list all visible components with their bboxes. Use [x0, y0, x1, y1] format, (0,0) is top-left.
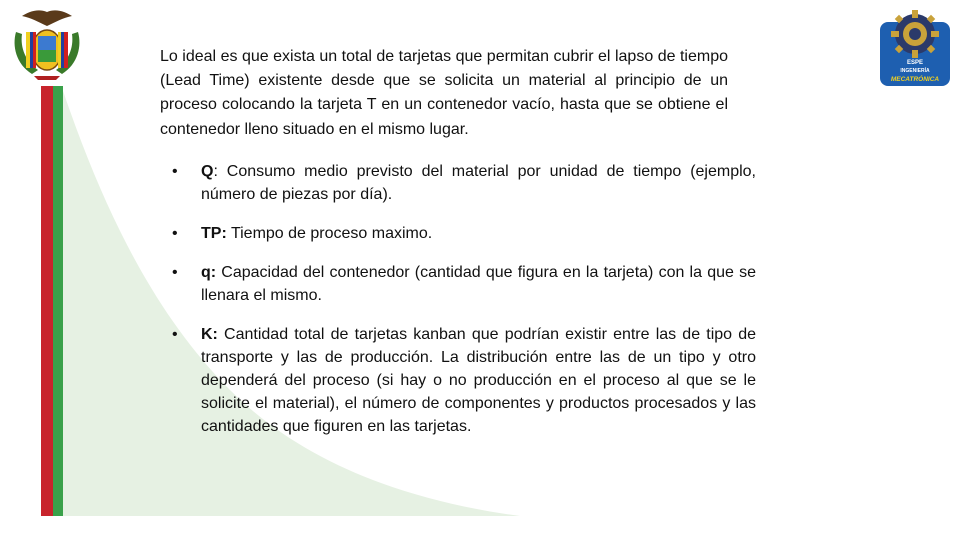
intro-paragraph: Lo ideal es que exista un total de tarjetas que permitan cubrir el lapso de tiempo (Lead Time) existente desde que se solicita un material al principio de un proceso colocando la tarjeta T en un contenedor vacío, hasta que se obtiene el contenedor lleno situado en el mismo lugar. — [160, 48, 728, 138]
green-stripe — [53, 86, 63, 516]
bullet: • — [172, 264, 178, 281]
term-q-lower: q: — [201, 264, 217, 281]
list-item — [172, 160, 756, 206]
coat-of-arms-icon — [8, 6, 86, 82]
definition-text: Capacidad del contenedor (cantidad que figura en la tarjeta) con la que se llenara el mismo. — [201, 264, 756, 304]
term-k: K: — [201, 326, 218, 343]
definitions-list — [172, 160, 756, 438]
list-item — [172, 222, 756, 245]
definition-text: Cantidad total de tarjetas kanban que podrían existir entre las de tipo de transporte y las de producción. La distribución entre las de un tipo y otro dependerá del proceso (si hay o no producción en el proceso al que se le solicite el material), el número de componentes y productos procesados y las cantidades que figuren en las tarjetas. — [201, 326, 756, 435]
badge-line-1: ESPE — [906, 60, 924, 66]
bullet: • — [172, 326, 178, 343]
red-stripe — [41, 86, 53, 516]
gear-badge-icon — [878, 4, 952, 88]
term-tp: TP: — [201, 225, 227, 242]
badge-line-2: INGENIERÍA — [900, 68, 930, 74]
badge-line-3: MECATRÓNICA — [890, 76, 940, 83]
list-item — [172, 323, 756, 438]
term-q-upper: Q — [201, 163, 214, 180]
definition-text: : Consumo medio previsto del material por unidad de tiempo (ejemplo, número de piezas por día). — [201, 163, 756, 203]
bullet: • — [172, 163, 178, 180]
bullet: • — [172, 225, 178, 242]
white-stripe — [39, 86, 41, 516]
definition-text: Tiempo de proceso maximo. — [226, 225, 433, 242]
list-item — [172, 261, 756, 307]
